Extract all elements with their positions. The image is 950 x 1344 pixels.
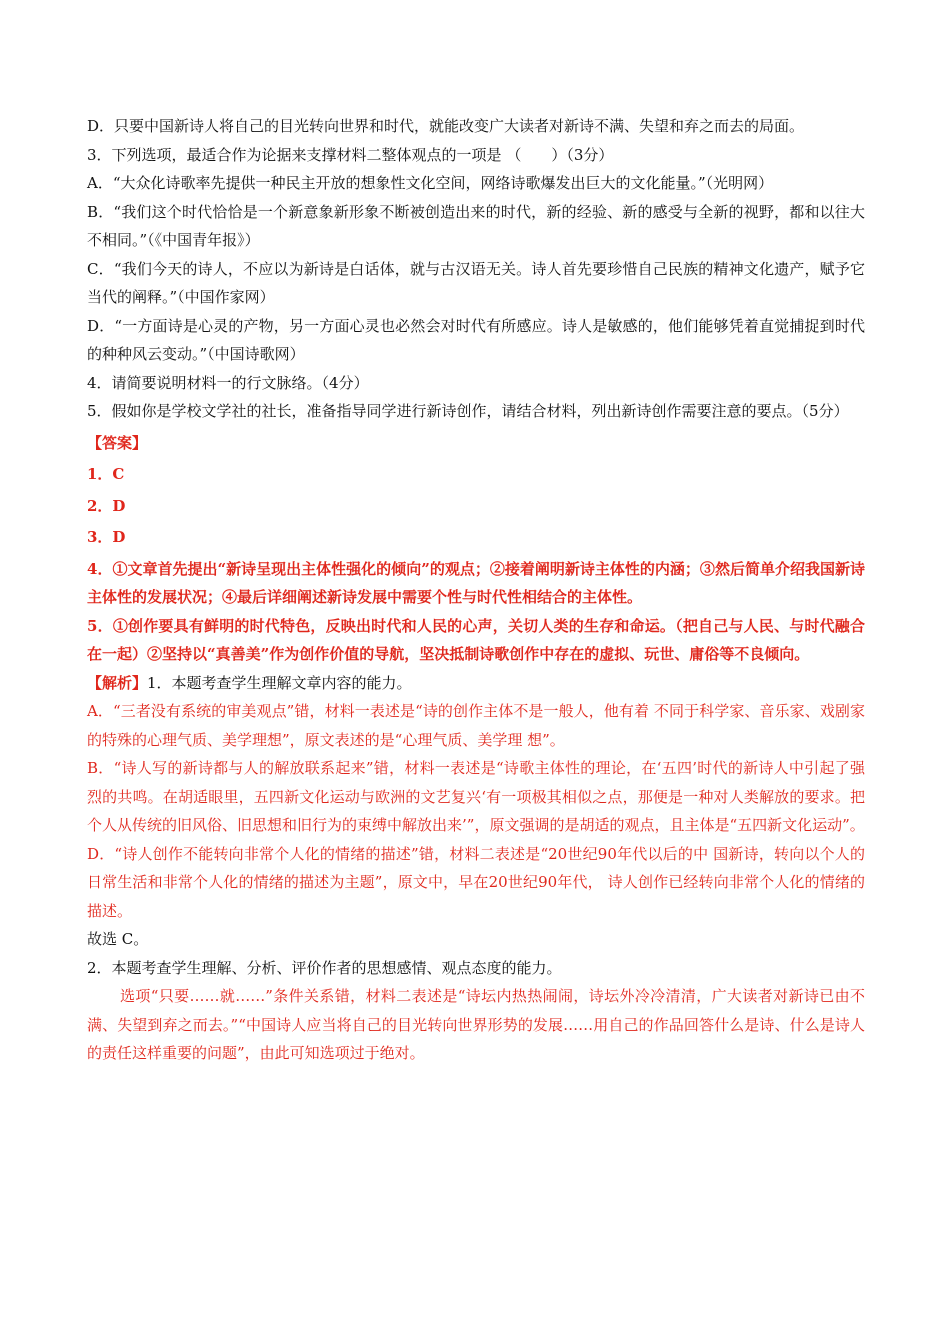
analysis-intro: 1．本题考查学生理解文章内容的能力。 xyxy=(147,673,412,692)
analysis-option-b: B．“诗人写的新诗都与人的解放联系起来”错，材料一表述是“诗歌主体性的理论，在‘五四’时代的新诗人中引起了强烈的共鸣。在胡适眼里，五四新文化运动与欧洲的文艺复兴‘有一项极其相似之点，那便是一种对人类解放的要求。把个人从传统的旧风俗、旧思想和旧行为的束缚中解放出来’”，原文强调的是胡适的观点，且主体是“五四新文化运动”。 xyxy=(87,759,865,834)
q5-stem: 5．假如你是学校文学社的社长，准备指导同学进行新诗创作，请结合材料，列出新诗创作需要注意的要点。（5分） xyxy=(87,402,849,420)
analysis-q2-body: 选项“只要……就……”条件关系错，材料二表述是“诗坛内热热闹闹，诗坛外冷冷清清，广大读者对新诗已由不满、失望到弃之而去。”“中国诗人应当将自己的目光转向世界形势的发展……用自己的作品回答什么是诗、什么是诗人的责任这样重要的问题”，由此可知选项过于绝对。 xyxy=(87,987,865,1062)
page-content xyxy=(87,112,865,1068)
q3-option-d: D．“一方面诗是心灵的产物，另一方面心灵也必然会对时代有所感应。诗人是敏感的，他们能够凭着直觉捕捉到时代的种种风云变动。”（中国诗歌网） xyxy=(87,316,865,363)
q3-option-a: A．“大众化诗歌率先提供一种民主开放的想象性文化空间，网络诗歌爆发出巨大的文化能量。”（光明网） xyxy=(87,174,774,192)
analysis-heading: 【解析】 xyxy=(87,673,148,692)
analysis-option-a: A．“三者没有系统的审美观点”错，材料一表述是“诗的创作主体不是一般人，他有着 不同于科学家、音乐家、戏剧家的特殊的心理气质、美学理想”，原文表述的是“心理气质、美学理 想”。 xyxy=(87,702,865,749)
answer-3: 3．D xyxy=(87,528,126,546)
answer-heading: 【答案】 xyxy=(87,433,148,452)
analysis-q2-intro: 2．本题考查学生理解、分析、评价作者的思想感情、观点态度的能力。 xyxy=(87,958,562,977)
q3-option-c: C．“我们今天的诗人，不应以为新诗是白话体，就与古汉语无关。诗人首先要珍惜自己民族的精神文化遗产，赋予它当代的阐释。”（中国作家网） xyxy=(87,259,865,306)
answer-4: 4．①文章首先提出“新诗呈现出主体性强化的倾向”的观点；②接着阐明新诗主体性的内涵；③然后简单介绍我国新诗主体性的发展状况；④最后详细阐述新诗发展中需要个性与时代性相结合的主体性。 xyxy=(87,559,865,606)
analysis-line xyxy=(87,669,865,698)
answer-2: 2．D xyxy=(87,496,126,515)
q3-option-b: B．“我们这个时代恰恰是一个新意象新形象不断被创造出来的时代，新的经验、新的感受与全新的视野，都和以往大不相同。”（《中国青年报》） xyxy=(87,202,865,249)
analysis-option-d: D．“诗人创作不能转向非常个人化的情绪的描述”错，材料二表述是“20世纪90年代以后的中 国新诗，转向以个人的日常生活和非常个人化的情绪的描述为主题”，原文中，早在20世纪90年代， 诗人创作已经转向非常个人化的情绪的描述。 xyxy=(87,844,865,920)
q3-stem: 3．下列选项，最适合作为论据来支撑材料二整体观点的一项是 （ ）（3分） xyxy=(87,145,614,164)
answer-5: 5．①创作要具有鲜明的时代特色，反映出时代和人民的心声，关切人类的生存和命运。（把自己与人民、与时代融合在一起）②坚持以“真善美”作为创作价值的导航，坚决抵制诗歌创作中存在的虚拟、玩世、庸俗等不良倾向。 xyxy=(87,616,865,663)
q4-stem: 4．请简要说明材料一的行文脉络。（4分） xyxy=(87,373,369,392)
q2-option-d: D．只要中国新诗人将自己的目光转向世界和时代，就能改变广大读者对新诗不满、失望和弃之而去的局面。 xyxy=(87,117,805,135)
answer-1: 1．C xyxy=(87,465,125,483)
analysis-conclusion: 故选 C。 xyxy=(87,930,149,948)
